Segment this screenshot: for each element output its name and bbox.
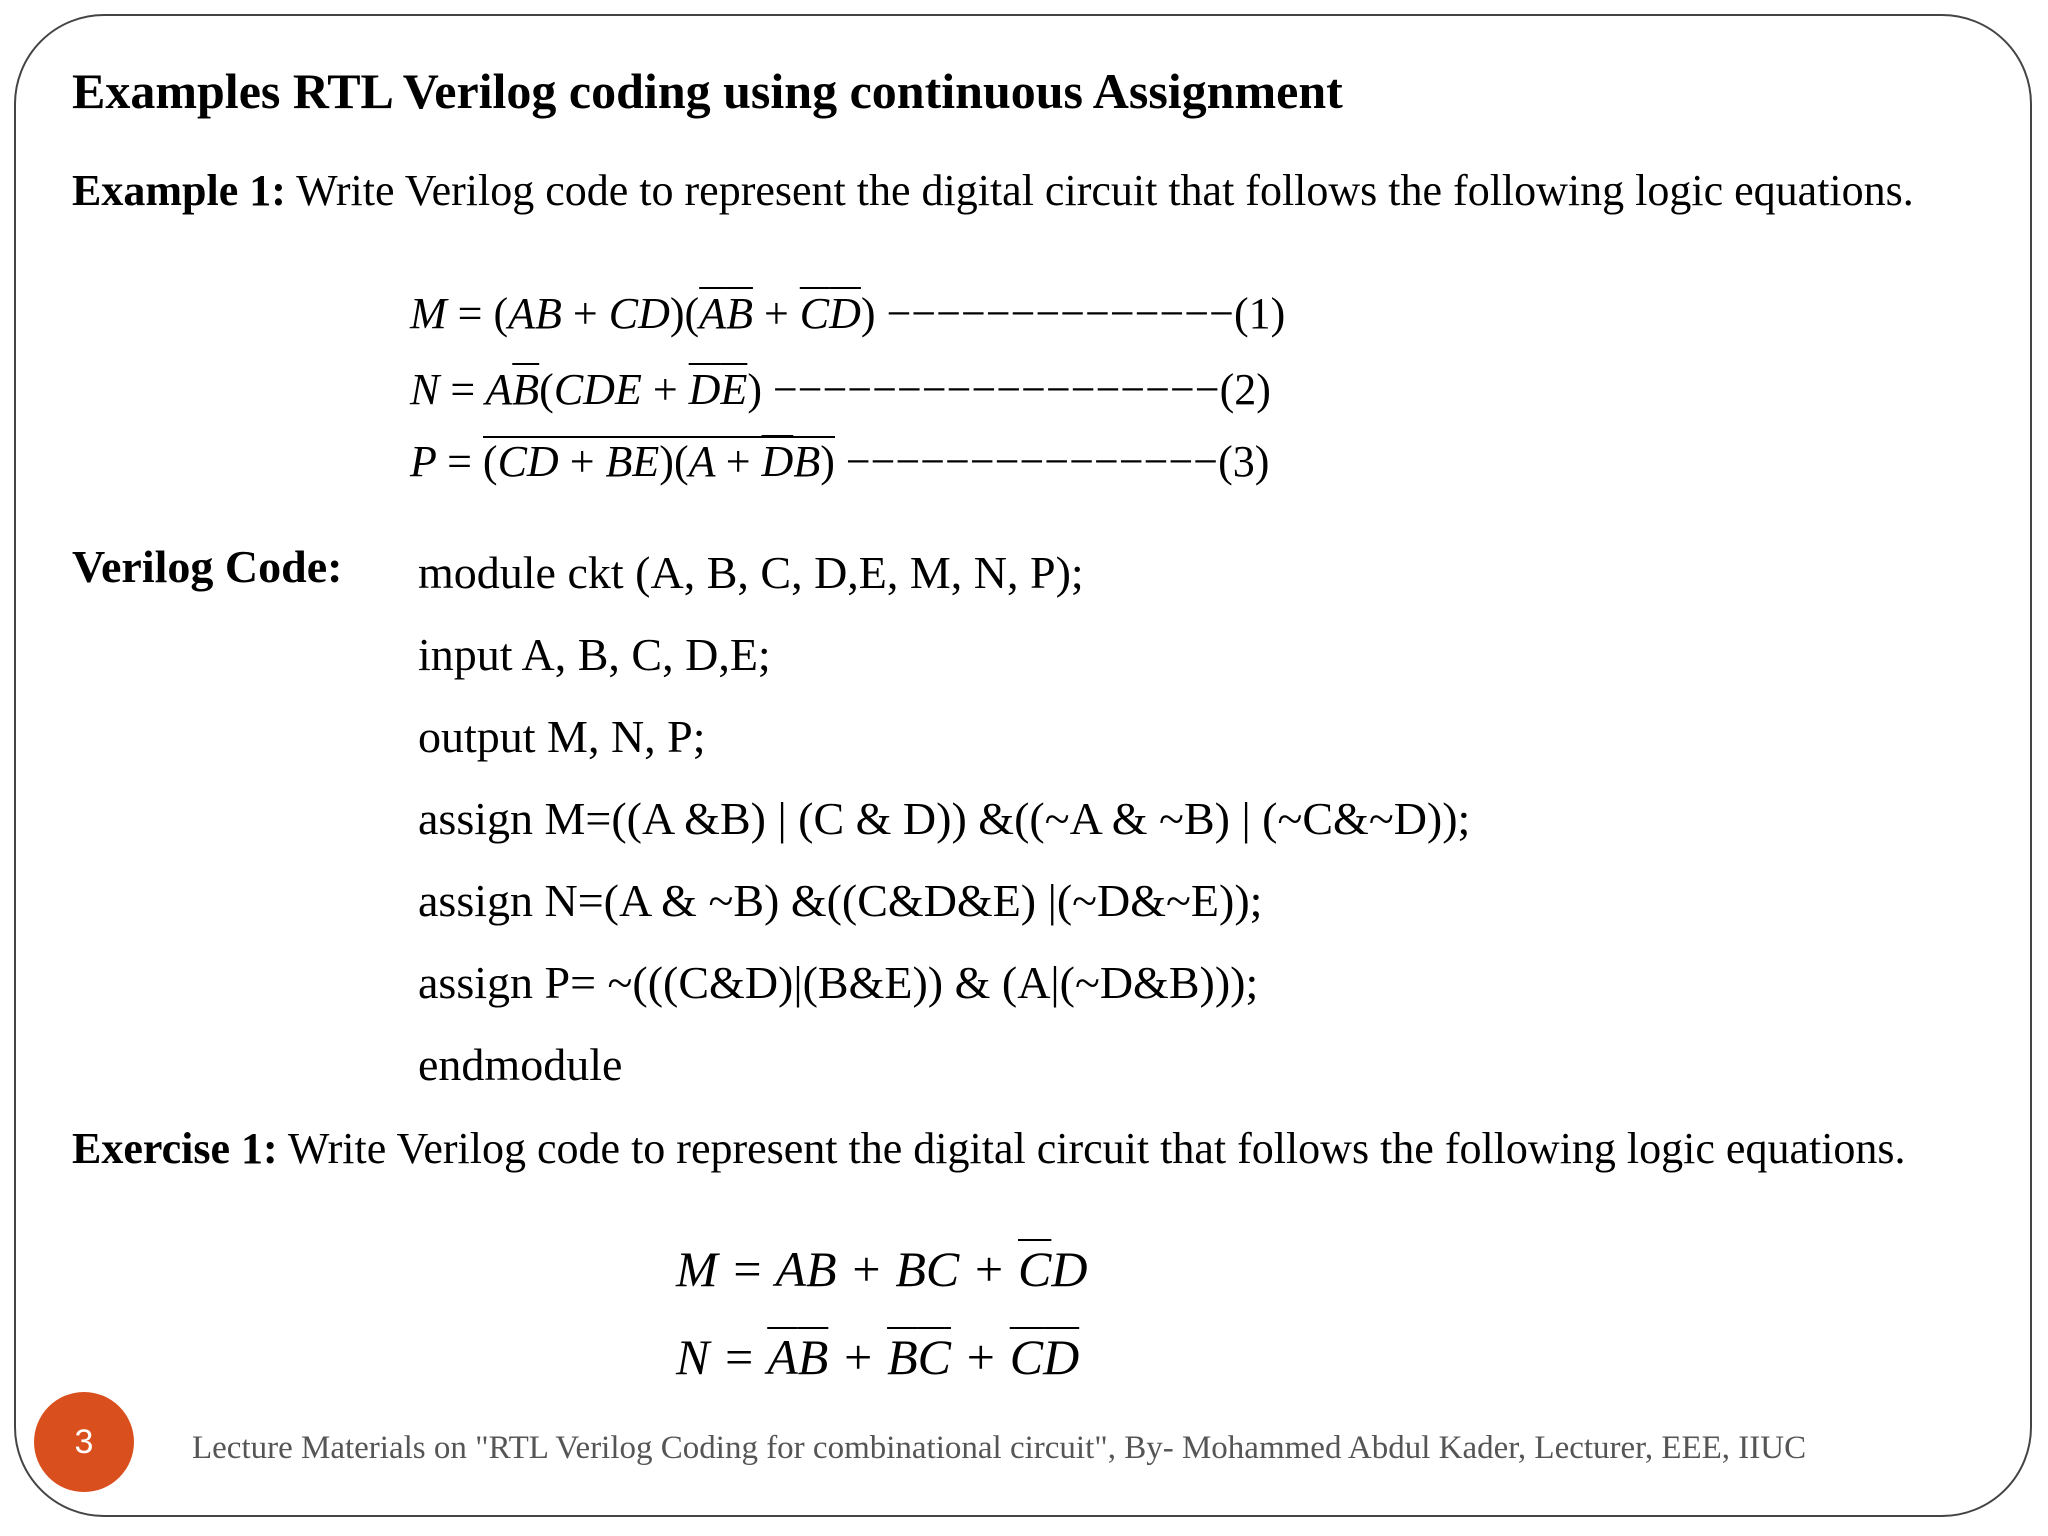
equation-2: $N = A\overline{B}(CDE + \overline{D}\overline{E}) ------------------(2)$ (410, 365, 1271, 414)
exercise-1-label: Exercise 1: (72, 1124, 278, 1173)
equation-1: $M = (AB + CD)(\overline{A}\overline{B} + \overline{C}\overline{D}) --------------(1)$ (410, 289, 1286, 338)
exercise-1-text: Write Verilog code to represent the digital circuit that follows the following logic equations. (277, 1124, 1906, 1173)
exercise-equation-m: M = AB + BC + $\overline{C}D$ (676, 1241, 1088, 1297)
slide-title: Examples RTL Verilog coding using continuous Assignment (72, 63, 1343, 119)
footer-text: Lecture Materials on "RTL Verilog Coding for combinational circuit", By- Mohammed Abdul Kader, Lecturer, EEE, IIUC (192, 1430, 1807, 1466)
code-line-1: module ckt (A, B, C, D,E, M, N, P); (418, 547, 1084, 598)
equation-1-number: (1) (1233, 289, 1286, 338)
exercise-equation-n: $N = \overline{A}\overline{B} + \overline{B}\overline{C} + \overline{C}\overline{D}$ (676, 1329, 1080, 1385)
code-line-4: assign M=((A &B) | (C & D)) &((~A & ~B) | (~C&~D)); (418, 793, 1471, 844)
equation-3: $P = (CD + BE)(A + \overline{D}B) ---------------(3)$ (410, 437, 1270, 486)
example-1-text: Write Verilog code to represent the digital circuit that follows the following logic equations. (285, 166, 1914, 215)
equation-2-number: (2) (1219, 365, 1271, 414)
example-1-paragraph (72, 160, 1932, 222)
verilog-code-label: Verilog Code: (72, 541, 343, 592)
example-1-label: Example 1: (72, 166, 286, 215)
code-line-5: assign N=(A & ~B) &((C&D&E) |(~D&~E)); (418, 875, 1263, 926)
page-number-badge: 3 (34, 1392, 134, 1492)
code-line-6: assign P= ~(((C&D)|(B&E)) & (A|(~D&B))); (418, 957, 1259, 1008)
exercise-1-paragraph (72, 1118, 1932, 1180)
code-line-3: output M, N, P; (418, 711, 706, 762)
code-line-2: input A, B, C, D,E; (418, 629, 771, 680)
code-line-7: endmodule (418, 1039, 623, 1090)
equation-3-number: (3) (1218, 437, 1270, 486)
